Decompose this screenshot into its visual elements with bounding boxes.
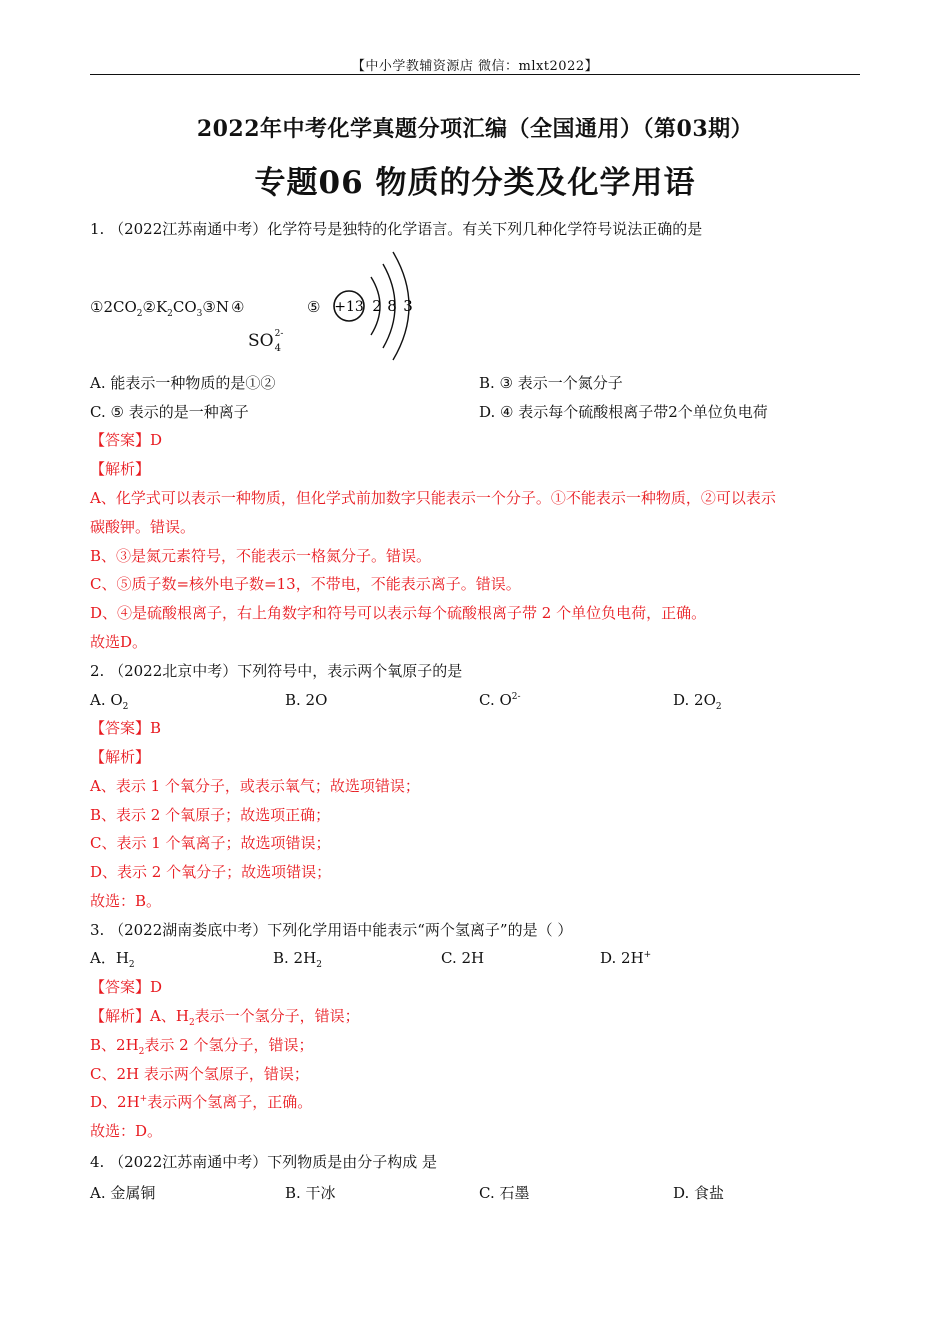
q4-option-d: D. 食盐 <box>673 1184 725 1202</box>
q3-option-d: D. 2H+ <box>600 949 652 967</box>
q1-stem: 1. （2022江苏南通中考）化学符号是独特的化学语言。有关下列几种化学符号说法正确的是 <box>90 220 703 238</box>
shell-2-electrons: 8 <box>387 297 397 315</box>
q2-analysis-line: C、表示 1 个氧离子；故选项错误； <box>90 834 331 852</box>
q2-stem: 2. （2022北京中考）下列符号中，表示两个氧原子的是 <box>90 662 463 680</box>
q2-option-b: B. 2O <box>285 691 328 709</box>
q2-option-a: A. $O_2$ <box>90 691 129 712</box>
q1-option-d: D. ④ 表示每个硫酸根离子带2个单位负电荷 <box>479 403 768 421</box>
q3-stem: 3. （2022湖南娄底中考）下列化学用语中能表示“两个氢离子”的是（ ） <box>90 921 573 939</box>
q3-analysis-line: B、$2H_2$表示 2 个氢分子，错误； <box>90 1036 314 1057</box>
q1-option-c: C. ⑤ 表示的是一种离子 <box>90 403 249 421</box>
q1-conclusion: 故选D。 <box>90 633 148 651</box>
atom-structure-diagram <box>325 244 455 364</box>
q4-option-b: B. 干冰 <box>285 1184 336 1202</box>
header-rule <box>90 74 860 75</box>
q2-analysis-line: A、表示 1 个氧分子，或表示氧气；故选项错误； <box>90 777 420 795</box>
document-title: 2022年中考化学真题分项汇编（全国通用）（第03期） <box>196 116 754 142</box>
q2-option-c: C. $O^{2-}$ <box>479 691 521 709</box>
q3-option-c: C. 2H <box>441 949 485 967</box>
q1-answer: 【答案】D <box>90 431 163 449</box>
q2-analysis-line: D、表示 2 个氧分子；故选项错误； <box>90 863 332 881</box>
q1-analysis-line: 碳酸钾。错误。 <box>90 518 196 536</box>
shell-1-electrons: 2 <box>372 297 382 315</box>
q1-analysis-line: C、⑤质子数=核外电子数=13，不带电，不能表示离子。错误。 <box>90 575 521 593</box>
q3-option-b: B. $2H_2$ <box>273 949 322 970</box>
q1-option-b: B. ③ 表示一个氮分子 <box>479 374 623 392</box>
q2-analysis-line: B、表示 2 个氧原子；故选项正确； <box>90 806 331 824</box>
q3-analysis-line: D、2H+表示两个氢离子，正确。 <box>90 1093 313 1111</box>
q1-option-a: A. 能表示一种物质的是①② <box>90 374 276 392</box>
q4-option-a: A. 金属铜 <box>90 1184 156 1202</box>
shell-3-electrons: 3 <box>403 297 413 315</box>
topic-title: 专题06 物质的分类及化学用语 <box>254 165 696 201</box>
q1-analysis-line: B、③是氮元素符号，不能表示一格氮分子。错误。 <box>90 547 432 565</box>
q2-answer: 【答案】B <box>90 719 162 737</box>
q1-analysis-line: D、④是硫酸根离子，右上角数字和符号可以表示每个硫酸根离子带 2 个单位负电荷，正确。 <box>90 604 707 622</box>
q4-stem: 4. （2022江苏南通中考）下列物质是由分子构成 是 <box>90 1153 438 1171</box>
q3-option-a: A．$H_2$ <box>90 949 135 970</box>
q1-analysis-line: A、化学式可以表示一种物质，但化学式前加数字只能表示一个分子。①不能表示一种物质，②可以表示 <box>90 489 776 507</box>
nucleus-charge: +13 <box>334 299 364 315</box>
q3-answer: 【答案】D <box>90 978 163 996</box>
sulfate-ion-formula: SO 2- 4 <box>248 329 284 354</box>
q2-option-d: D. $2O_2$ <box>673 691 722 712</box>
q3-analysis-line: C、2H 表示两个氢原子，错误； <box>90 1065 309 1083</box>
q2-conclusion: 故选：B。 <box>90 892 162 910</box>
q2-analysis-label: 【解析】 <box>90 748 151 766</box>
page-header: 【中小学教辅资源店 微信：mlxt2022】 <box>351 59 599 74</box>
q1-symbol-4: ④ <box>231 298 245 316</box>
q4-option-c: C. 石墨 <box>479 1184 530 1202</box>
q1-symbols: $①2CO_2②K_2CO_3③N$ <box>90 298 229 319</box>
q1-analysis-label: 【解析】 <box>90 460 151 478</box>
q3-conclusion: 故选：D。 <box>90 1122 163 1140</box>
q1-symbol-5: ⑤ <box>307 298 321 316</box>
q3-analysis-first: 【解析】A、$H_2$表示一个氢分子，错误； <box>90 1007 360 1028</box>
